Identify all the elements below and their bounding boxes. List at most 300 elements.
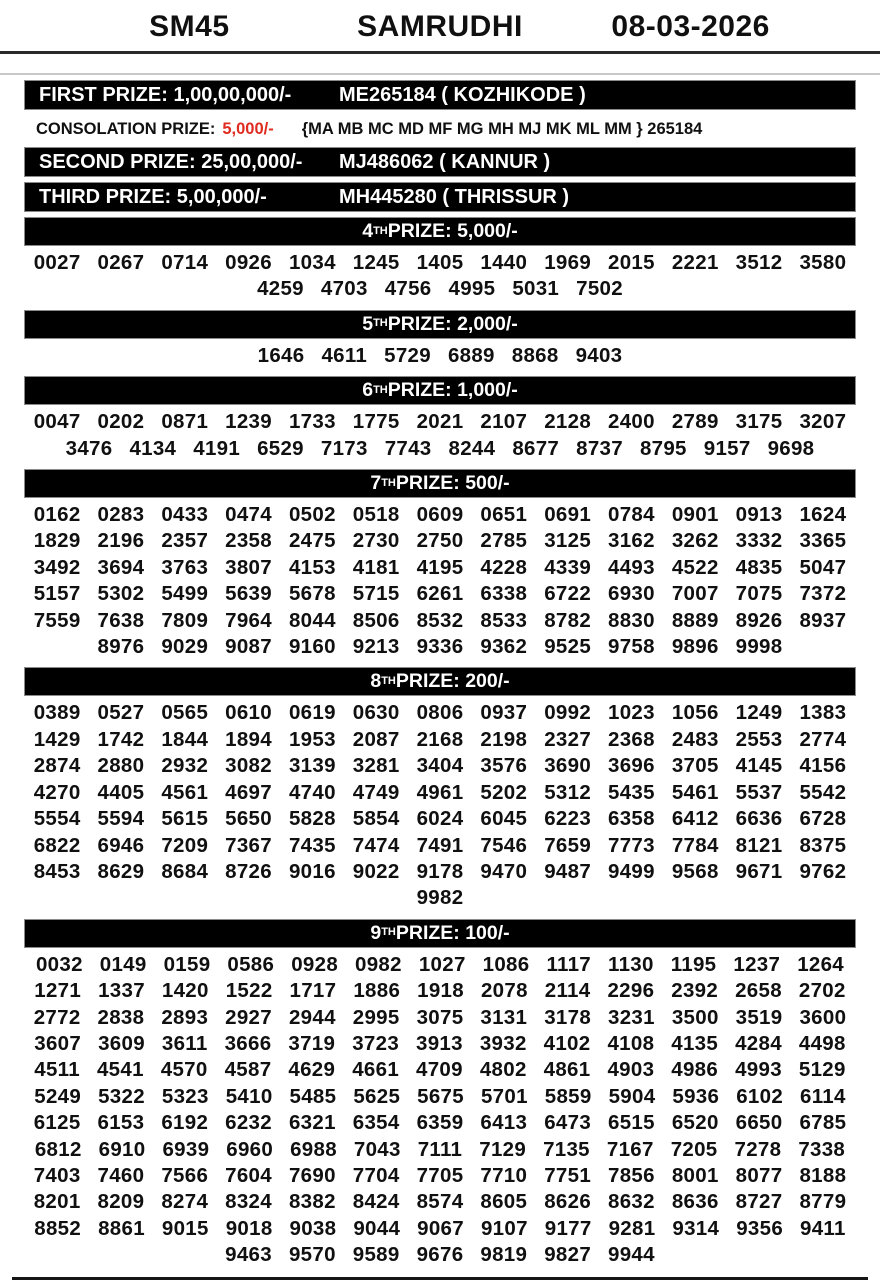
prize-number-row (0, 634, 880, 660)
prize-number: 1775 (352, 410, 400, 434)
prize-number: 3175 (735, 410, 783, 434)
prize-number: 5157 (33, 582, 81, 606)
prize-number: 8574 (416, 1190, 464, 1214)
prize-number: 2774 (799, 727, 847, 751)
prize-number: 2785 (480, 529, 528, 553)
prize-number: 8188 (799, 1163, 847, 1187)
prize-number: 5202 (480, 780, 528, 804)
prize-number: 8244 (448, 436, 496, 460)
prize-number: 8889 (671, 608, 719, 632)
prize-number: 9470 (480, 859, 528, 883)
prize-number: 2400 (608, 410, 655, 434)
prize-number: 7604 (225, 1163, 272, 1187)
prize-number: 2658 (735, 979, 782, 1003)
prize-number: 2357 (161, 529, 209, 553)
prize-number: 8926 (735, 608, 783, 632)
prize-number: 3694 (97, 555, 145, 579)
prize-number: 2772 (33, 1005, 81, 1029)
prize-number: 5678 (288, 582, 336, 606)
section-ordinal: 7 (370, 472, 382, 495)
prize-number: 0871 (161, 410, 209, 434)
prize-number: 1130 (608, 952, 654, 976)
prize-number: 7167 (606, 1137, 654, 1161)
prize-number: 0630 (352, 701, 400, 725)
prize-number-row (0, 806, 880, 832)
prize-number-row (0, 608, 880, 634)
prize-number: 7751 (544, 1163, 592, 1187)
prize-number: 1023 (608, 701, 655, 725)
prize-number: 1420 (161, 979, 209, 1003)
prize-number: 3519 (735, 1005, 783, 1029)
prize-number: 9589 (352, 1243, 400, 1267)
prize-number: 1086 (482, 952, 530, 976)
prize-number-row (0, 502, 880, 528)
prize-number: 6354 (352, 1111, 400, 1135)
prize-number: 0806 (416, 701, 464, 725)
prize-number: 4145 (735, 754, 783, 778)
prize-number-row (0, 276, 880, 302)
prize-number: 0982 (355, 952, 402, 976)
prize-number: 7502 (576, 277, 623, 301)
prize-number: 2078 (480, 979, 528, 1003)
prize-number: 4986 (671, 1058, 719, 1082)
prize-number: 7474 (352, 833, 400, 857)
prize-number: 8044 (288, 608, 336, 632)
prize-number: 9178 (416, 859, 464, 883)
prize-number: 4511 (34, 1058, 80, 1082)
prize-number: 1440 (480, 251, 528, 274)
prize-number: 5594 (97, 807, 145, 831)
prize-number: 9762 (799, 859, 847, 883)
prize-number: 6728 (799, 807, 847, 831)
prize-number: 7075 (735, 582, 783, 606)
prize-number: 5650 (225, 807, 272, 831)
prize-number: 8632 (608, 1190, 655, 1214)
prize-numbers-5th (0, 342, 880, 371)
prize-number: 9067 (417, 1216, 464, 1240)
prize-number: 7367 (225, 833, 272, 857)
prize-number: 2838 (97, 1005, 145, 1029)
prize-number: 4802 (479, 1058, 527, 1082)
prize-number: 7491 (416, 833, 464, 857)
prize-number: 3666 (224, 1031, 272, 1055)
prize-number: 4156 (799, 754, 847, 778)
top-divider (0, 73, 880, 75)
prize-number: 4153 (288, 555, 336, 579)
prize-number: 5701 (480, 1084, 528, 1108)
prize-number: 3492 (33, 555, 81, 579)
prize-number: 4493 (608, 555, 655, 579)
prize-number: 0992 (544, 701, 592, 725)
prize-number-row (0, 581, 880, 607)
prize-number: 3082 (225, 754, 272, 778)
prize-number: 4611 (321, 343, 368, 367)
prize-number: 2392 (671, 979, 719, 1003)
prize-number: 8274 (161, 1190, 209, 1214)
section-title-rest: PRIZE: 500/- (395, 472, 510, 495)
prize-number: 7372 (799, 582, 847, 606)
second-prize-winner: MJ486062 ( KANNUR ) (339, 150, 551, 173)
prize-number: 3576 (480, 754, 528, 778)
prize-number: 3807 (225, 555, 272, 579)
prize-number: 4191 (193, 436, 241, 460)
prize-number: 1264 (797, 952, 845, 976)
prize-number: 4102 (543, 1031, 591, 1055)
prize-number: 8209 (97, 1190, 145, 1214)
prize-number: 9487 (544, 859, 592, 883)
prize-number: 2296 (607, 979, 655, 1003)
prize-number: 1829 (33, 529, 81, 553)
prize-number: 4259 (257, 277, 304, 301)
prize-number: 3719 (288, 1031, 336, 1055)
prize-number: 7435 (288, 833, 336, 857)
prize-number: 4903 (607, 1058, 655, 1082)
prize-number: 7705 (416, 1163, 464, 1187)
prize-number: 5031 (512, 277, 560, 301)
prize-number: 4195 (416, 555, 464, 579)
prize-number-row (0, 859, 880, 885)
prize-number: 4861 (543, 1058, 591, 1082)
prize-number-row (0, 1084, 880, 1110)
prize-numbers-7th (0, 501, 880, 662)
prize-number-row (0, 1137, 880, 1163)
prize-number: 5904 (608, 1084, 656, 1108)
prize-number: 4587 (224, 1058, 272, 1082)
prize-number: 9177 (544, 1216, 592, 1240)
prize-number: 8077 (735, 1163, 783, 1187)
prize-number: 2327 (544, 727, 592, 751)
prize-number: 8830 (608, 608, 655, 632)
prize-number: 5537 (735, 780, 783, 804)
prize-number: 6223 (544, 807, 592, 831)
prize-number: 5047 (799, 555, 847, 579)
prize-numbers-9th (0, 951, 880, 1271)
prize-number: 6102 (736, 1084, 784, 1108)
prize-number: 5936 (672, 1084, 720, 1108)
prize-number: 2483 (671, 727, 719, 751)
prize-number: 6125 (33, 1111, 81, 1135)
section-title-4th-prize: 4 $^{TH}$ PRIZE: 5,000/- (24, 217, 856, 246)
prize-number-row (0, 753, 880, 779)
prize-number: 2196 (97, 529, 145, 553)
prize-number: 8868 (511, 343, 559, 367)
prize-number: 3696 (608, 754, 655, 778)
prize-number-row (0, 555, 880, 581)
prize-number: 7546 (480, 833, 528, 857)
prize-number: 3075 (416, 1005, 464, 1029)
prize-number: 6261 (416, 582, 464, 606)
prize-number: 3913 (416, 1031, 463, 1055)
prize-number: 9044 (353, 1216, 401, 1240)
prize-number: 0202 (97, 410, 145, 434)
prize-number: 5675 (417, 1084, 464, 1108)
prize-number: 6822 (33, 833, 81, 857)
prize-number: 0586 (227, 952, 275, 976)
prize-number: 4108 (607, 1031, 655, 1055)
prize-number: 6338 (480, 582, 528, 606)
prize-number: 8726 (225, 859, 272, 883)
section-title-rest: PRIZE: 1,000/- (387, 379, 518, 402)
prize-number: 0162 (33, 503, 81, 527)
prize-number: 8629 (97, 859, 145, 883)
prize-number: 9570 (288, 1243, 336, 1267)
prize-section-6th (0, 376, 880, 464)
prize-number: 3932 (479, 1031, 527, 1055)
consolation-prize-amount: 5,000/- (222, 120, 274, 138)
prize-number: 9336 (416, 635, 464, 659)
prize-number: 1027 (418, 952, 466, 976)
prize-number-row (0, 1110, 880, 1136)
prize-number-row (0, 833, 880, 859)
prize-number: 1429 (33, 727, 81, 751)
prize-number: 0267 (97, 251, 145, 274)
prize-number: 1646 (257, 343, 305, 367)
prize-number: 2944 (288, 1005, 336, 1029)
prize-number: 2553 (735, 727, 783, 751)
prize-number: 6939 (162, 1137, 210, 1161)
prize-number: 9018 (225, 1216, 273, 1240)
prize-number: 5323 (161, 1084, 209, 1108)
section-title-5th-prize: 5 $^{TH}$ PRIZE: 2,000/- (24, 310, 856, 339)
prize-number: 6412 (671, 807, 719, 831)
prize-number: 7704 (352, 1163, 400, 1187)
prize-number: 6529 (257, 436, 304, 460)
section-ordinal: 8 (370, 670, 382, 693)
prize-number-row (0, 952, 880, 978)
section-title-rest: PRIZE: 2,000/- (387, 312, 518, 335)
prize-number: 3131 (480, 1005, 528, 1029)
prize-number: 6889 (447, 343, 495, 367)
prize-number: 9819 (480, 1243, 528, 1267)
prize-number: 2114 (544, 979, 591, 1003)
prize-number: 2107 (480, 410, 528, 434)
prize-number: 1249 (735, 701, 783, 725)
section-ordinal: 5 (362, 312, 374, 335)
prize-number-row (0, 978, 880, 1004)
prize-number: 2874 (33, 754, 81, 778)
prize-number: 2927 (225, 1005, 272, 1029)
prize-number-row (0, 343, 880, 369)
consolation-prize-row (24, 117, 856, 142)
prize-number: 3207 (799, 410, 847, 434)
consolation-prize-label: CONSOLATION PRIZE: (36, 120, 216, 138)
prize-number: 5542 (799, 780, 847, 804)
prize-number: 5729 (384, 343, 431, 367)
prize-number: 7809 (161, 608, 209, 632)
prize-number: 9671 (735, 859, 783, 883)
second-prize-bar (24, 147, 856, 177)
prize-number: 2750 (416, 529, 464, 553)
prize-number: 5715 (352, 582, 400, 606)
prize-number: 1969 (544, 251, 592, 274)
prize-number: 9698 (767, 436, 815, 460)
prize-number: 0389 (33, 701, 81, 725)
prize-number: 0901 (671, 503, 719, 527)
prize-number-row (0, 1031, 880, 1057)
prize-number: 5854 (352, 807, 400, 831)
prize-number: 0714 (161, 251, 209, 274)
prize-number: 0691 (544, 503, 592, 527)
prize-number: 8782 (544, 608, 592, 632)
prize-number: 3332 (735, 529, 783, 553)
prize-number: 4629 (288, 1058, 336, 1082)
prize-number: 0502 (288, 503, 336, 527)
prize-number: 1237 (733, 952, 781, 976)
second-prize-label: SECOND PRIZE: 25,00,000/- (39, 150, 303, 173)
prize-number: 9015 (161, 1216, 209, 1240)
prize-number: 1844 (161, 727, 209, 751)
prize-number: 0474 (225, 503, 272, 527)
prize-number: 1522 (225, 979, 273, 1003)
prize-number: 8727 (735, 1190, 783, 1214)
prize-number: 7403 (33, 1163, 81, 1187)
prize-number: 7111 (417, 1137, 463, 1161)
prize-number: 8424 (352, 1190, 400, 1214)
prize-number: 9314 (672, 1216, 720, 1240)
prize-number: 0565 (161, 701, 209, 725)
prize-number: 4740 (288, 780, 336, 804)
prize-number: 8976 (97, 635, 145, 659)
prize-number: 2358 (225, 529, 272, 553)
prize-number: 8937 (799, 608, 847, 632)
prize-number: 0283 (97, 503, 145, 527)
prize-number: 9356 (736, 1216, 784, 1240)
prize-number: 3512 (735, 251, 783, 274)
prize-number: 8684 (161, 859, 209, 883)
prize-number: 9982 (416, 886, 464, 910)
section-title-rest: PRIZE: 200/- (395, 670, 510, 693)
prize-number: 0784 (608, 503, 655, 527)
prize-number: 4522 (671, 555, 719, 579)
prize-number: 6946 (97, 833, 145, 857)
prize-number: 9463 (225, 1243, 272, 1267)
prize-section-7th (0, 469, 880, 662)
prize-number: 4134 (129, 436, 177, 460)
prize-number: 1195 (670, 952, 717, 976)
draw-date: 08-03-2026 (611, 10, 770, 43)
prize-number: 0518 (352, 503, 400, 527)
prize-number: 4270 (33, 780, 81, 804)
prize-number: 4709 (416, 1058, 463, 1082)
prize-number: 4703 (320, 277, 368, 301)
prize-section-4th (0, 217, 880, 305)
prize-number: 2128 (544, 410, 592, 434)
prize-number-row (0, 1242, 880, 1268)
prize-number: 7773 (608, 833, 655, 857)
prize-number: 2198 (480, 727, 528, 751)
prize-number: 4697 (225, 780, 272, 804)
prize-number: 9896 (671, 635, 719, 659)
prize-number: 1383 (799, 701, 847, 725)
masthead (0, 6, 880, 48)
prize-number: 8779 (799, 1190, 847, 1214)
prize-number: 6024 (416, 807, 464, 831)
prize-number: 8001 (671, 1163, 719, 1187)
prize-number: 7460 (97, 1163, 145, 1187)
prize-number-row (0, 409, 880, 435)
prize-number-row (0, 250, 880, 276)
section-ordinal: 9 (370, 921, 382, 944)
prize-number: 6520 (671, 1111, 719, 1135)
prize-number: 0149 (99, 952, 147, 976)
prize-number: 1337 (98, 979, 145, 1003)
prize-number: 9016 (288, 859, 336, 883)
prize-number: 3723 (352, 1031, 400, 1055)
prize-section-9th (0, 919, 880, 1271)
prize-number: 1733 (288, 410, 336, 434)
prize-number: 1117 (546, 952, 592, 976)
prize-number: 9827 (544, 1243, 592, 1267)
prize-number-row (0, 1057, 880, 1083)
prize-number: 7964 (225, 608, 272, 632)
prize-number: 4835 (735, 555, 783, 579)
prize-number: 7135 (543, 1137, 590, 1161)
prize-number: 9525 (544, 635, 592, 659)
prize-number: 3763 (161, 555, 209, 579)
section-title-6th-prize: 6 $^{TH}$ PRIZE: 1,000/- (24, 376, 856, 405)
section-ordinal: 6 (362, 379, 374, 402)
prize-number: 8453 (33, 859, 81, 883)
prize-number: 6650 (735, 1111, 783, 1135)
prize-number: 5499 (161, 582, 209, 606)
prize-number: 7710 (480, 1163, 528, 1187)
prize-number: 5435 (608, 780, 655, 804)
prize-number-row (0, 780, 880, 806)
prize-number: 7784 (671, 833, 719, 857)
prize-number: 9213 (352, 635, 400, 659)
prize-section-5th (0, 310, 880, 371)
section-ordinal: 4 (362, 220, 374, 242)
prize-number: 3609 (98, 1031, 145, 1055)
prize-number: 6045 (480, 807, 528, 831)
prize-number: 4405 (97, 780, 145, 804)
prize-number: 7205 (670, 1137, 718, 1161)
prize-number: 6192 (161, 1111, 209, 1135)
prize-number: 1717 (289, 979, 337, 1003)
prize-number: 5625 (353, 1084, 401, 1108)
prize-number: 5615 (161, 807, 209, 831)
prize-number: 1239 (225, 410, 272, 434)
prize-number: 2880 (97, 754, 145, 778)
prize-number: 4961 (416, 780, 464, 804)
prize-number: 0926 (225, 251, 272, 274)
prize-number: 6473 (544, 1111, 592, 1135)
prize-number-row (0, 885, 880, 911)
prize-number: 9157 (703, 436, 751, 460)
prize-number: 5249 (34, 1084, 82, 1108)
prize-number: 0651 (480, 503, 528, 527)
prize-number: 5410 (225, 1084, 273, 1108)
prize-number: 4541 (96, 1058, 144, 1082)
prize-number: 5485 (289, 1084, 337, 1108)
prize-number: 6321 (288, 1111, 336, 1135)
prize-number: 9676 (416, 1243, 464, 1267)
prize-number: 7856 (608, 1163, 655, 1187)
prize-number: 2168 (416, 727, 464, 751)
prize-number: 7638 (97, 608, 145, 632)
prize-numbers-6th (0, 408, 880, 464)
prize-number-row (0, 1163, 880, 1189)
prize-number: 5639 (225, 582, 272, 606)
prize-number: 0913 (735, 503, 783, 527)
prize-number: 5461 (671, 780, 719, 804)
prize-number: 6988 (290, 1137, 337, 1161)
bottom-divider (12, 1277, 868, 1280)
prize-number: 5129 (798, 1058, 846, 1082)
prize-number: 4135 (671, 1031, 719, 1055)
prize-number: 2932 (161, 754, 209, 778)
prize-number: 9160 (288, 635, 336, 659)
